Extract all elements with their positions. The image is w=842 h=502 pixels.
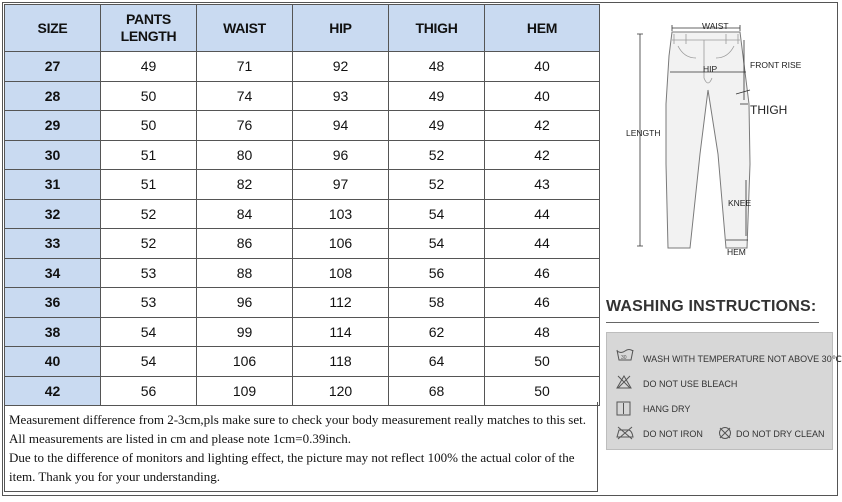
header-hem: HEM <box>485 5 600 52</box>
diagram-label-hem: HEM <box>727 247 746 257</box>
size-cell: 30 <box>5 140 101 170</box>
size-cell: 40 <box>5 347 101 377</box>
measurement-cell: 76 <box>197 111 293 141</box>
measurement-cell: 50 <box>485 347 600 377</box>
measurement-cell: 103 <box>293 199 389 229</box>
table-row <box>5 52 600 82</box>
diagram-label-hip: HIP <box>703 64 718 74</box>
measurement-cell: 53 <box>101 288 197 318</box>
table-row <box>5 347 600 377</box>
measurement-cell: 106 <box>197 347 293 377</box>
measurement-cell: 54 <box>389 199 485 229</box>
size-cell: 42 <box>5 376 101 406</box>
size-cell: 36 <box>5 288 101 318</box>
no-dry-clean-item-label: DO NOT DRY CLEAN <box>736 429 825 439</box>
hang-dry-item-label: HANG DRY <box>643 404 691 414</box>
measurement-cell: 52 <box>101 229 197 259</box>
measurement-cell: 68 <box>389 376 485 406</box>
measurement-cell: 52 <box>389 140 485 170</box>
measurement-cell: 118 <box>293 347 389 377</box>
size-cell: 31 <box>5 170 101 200</box>
size-cell: 29 <box>5 111 101 141</box>
measurement-cell: 51 <box>101 170 197 200</box>
measurement-cell: 94 <box>293 111 389 141</box>
measurement-cell: 42 <box>485 140 600 170</box>
measurement-cell: 52 <box>389 170 485 200</box>
note-line-1: Measurement difference from 2-3cm,pls make sure to check your body measurement really matches to this set. All measurements are listed in cm and please note 1cm=0.39inch. <box>9 412 586 446</box>
hang-dry-icon <box>616 401 631 416</box>
measurement-cell: 96 <box>293 140 389 170</box>
measurement-cell: 49 <box>101 52 197 82</box>
diagram-label-knee: KNEE <box>728 198 752 208</box>
measurement-cell: 106 <box>293 229 389 259</box>
measurement-cell: 53 <box>101 258 197 288</box>
bleach-item-label: DO NOT USE BLEACH <box>643 379 738 389</box>
header-waist: WAIST <box>197 5 293 52</box>
header-hip: HIP <box>293 5 389 52</box>
measurement-cell: 71 <box>197 52 293 82</box>
measurement-cell: 50 <box>485 376 600 406</box>
no-bleach-icon <box>616 375 632 389</box>
measurement-cell: 64 <box>389 347 485 377</box>
no-iron-item-label: DO NOT IRON <box>643 429 703 439</box>
diagram-label-length: LENGTH <box>626 128 661 138</box>
measurement-cell: 74 <box>197 81 293 111</box>
measurement-cell: 84 <box>197 199 293 229</box>
measurement-cell: 50 <box>101 81 197 111</box>
measurement-cell: 92 <box>293 52 389 82</box>
measurement-cell: 86 <box>197 229 293 259</box>
measurement-cell: 82 <box>197 170 293 200</box>
measurement-cell: 97 <box>293 170 389 200</box>
table-row <box>5 258 600 288</box>
washing-title-divider <box>606 322 819 323</box>
measurement-cell: 114 <box>293 317 389 347</box>
measurement-cell: 46 <box>485 258 600 288</box>
wash-30-icon <box>616 348 634 362</box>
diagram-label-thigh: THIGH <box>750 103 788 117</box>
measurement-cell: 88 <box>197 258 293 288</box>
header-pants-length-text: PANTS LENGTH <box>120 11 177 44</box>
table-row <box>5 317 600 347</box>
table-header-row <box>5 5 600 52</box>
table-row <box>5 111 600 141</box>
measurement-cell: 48 <box>485 317 600 347</box>
size-cell: 27 <box>5 52 101 82</box>
size-cell: 28 <box>5 81 101 111</box>
measurement-cell: 44 <box>485 229 600 259</box>
size-cell: 32 <box>5 199 101 229</box>
size-cell: 34 <box>5 258 101 288</box>
measurement-cell: 42 <box>485 111 600 141</box>
svg-text:30: 30 <box>621 355 627 361</box>
measurement-cell: 54 <box>389 229 485 259</box>
measurement-cell: 58 <box>389 288 485 318</box>
measurement-cell: 48 <box>389 52 485 82</box>
measurement-cell: 108 <box>293 258 389 288</box>
measurement-cell: 51 <box>101 140 197 170</box>
measurement-cell: 96 <box>197 288 293 318</box>
no-dry-clean-icon <box>718 426 732 440</box>
measurement-cell: 44 <box>485 199 600 229</box>
measurement-cell: 40 <box>485 52 600 82</box>
washing-instructions-title: WASHING INSTRUCTIONS: <box>606 298 817 315</box>
table-row <box>5 199 600 229</box>
measurement-cell: 93 <box>293 81 389 111</box>
measurement-note <box>4 402 598 492</box>
measurement-cell: 54 <box>101 347 197 377</box>
size-cell: 38 <box>5 317 101 347</box>
measurement-cell: 62 <box>389 317 485 347</box>
measurement-cell: 46 <box>485 288 600 318</box>
header-size: SIZE <box>5 5 101 52</box>
measurement-cell: 50 <box>101 111 197 141</box>
diagram-label-waist: WAIST <box>702 21 729 31</box>
measurement-cell: 52 <box>101 199 197 229</box>
measurement-cell: 99 <box>197 317 293 347</box>
header-pants-length <box>101 5 197 52</box>
measurement-cell: 49 <box>389 81 485 111</box>
measurement-cell: 112 <box>293 288 389 318</box>
table-row <box>5 81 600 111</box>
table-row <box>5 229 600 259</box>
measurement-cell: 80 <box>197 140 293 170</box>
size-chart-table <box>4 4 600 406</box>
no-iron-icon <box>615 426 635 440</box>
size-cell: 33 <box>5 229 101 259</box>
table-row <box>5 288 600 318</box>
table-row <box>5 170 600 200</box>
wash-item-label: WASH WITH TEMPERATURE NOT ABOVE 30℃ <box>643 354 842 364</box>
header-thigh: THIGH <box>389 5 485 52</box>
measurement-cell: 56 <box>389 258 485 288</box>
diagram-label-front-rise: FRONT RISE <box>750 60 802 70</box>
measurement-cell: 56 <box>101 376 197 406</box>
measurement-cell: 54 <box>101 317 197 347</box>
measurement-cell: 109 <box>197 376 293 406</box>
measurement-cell: 120 <box>293 376 389 406</box>
measurement-cell: 43 <box>485 170 600 200</box>
note-line-2: Due to the difference of monitors and lighting effect, the picture may not reflect 100% the actual color of the item. Thank you for your understanding. <box>9 450 575 484</box>
table-row <box>5 140 600 170</box>
measurement-cell: 49 <box>389 111 485 141</box>
measurement-cell: 40 <box>485 81 600 111</box>
